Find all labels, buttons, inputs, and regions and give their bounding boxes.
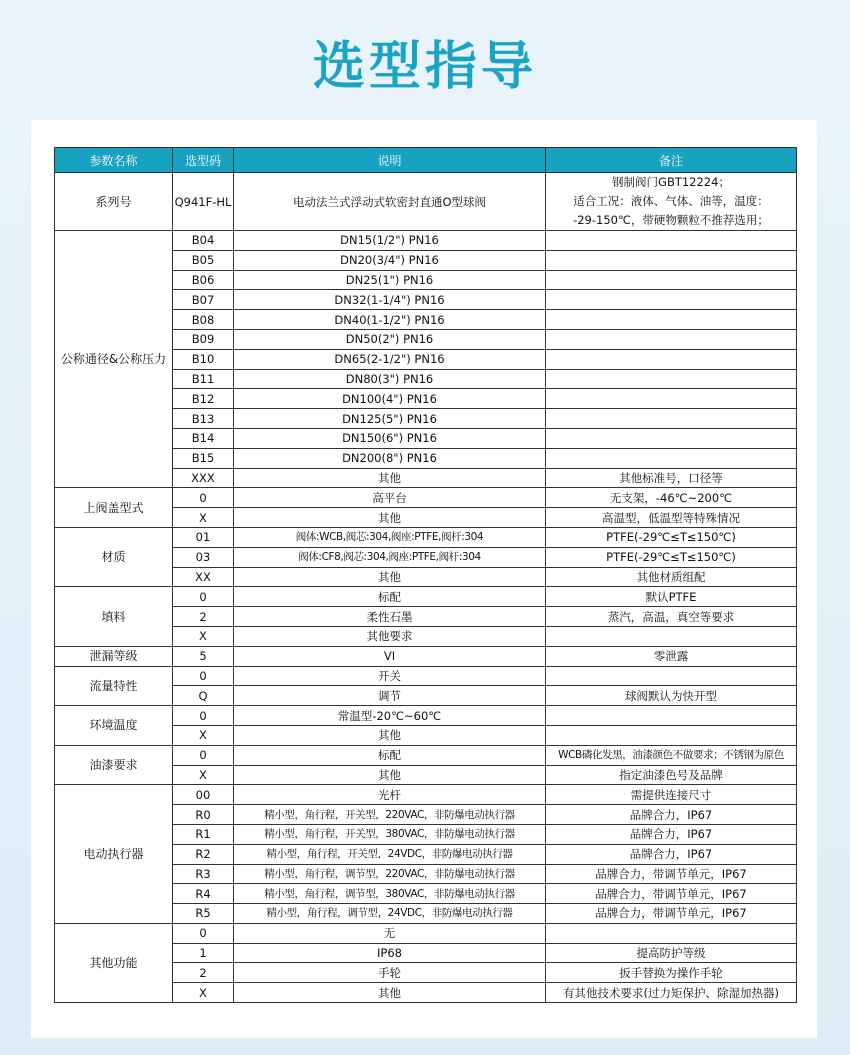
code-cell: X: [173, 508, 234, 528]
note-cell: 扳手替换为操作手轮: [546, 963, 797, 983]
note-cell: [546, 173, 797, 231]
description-cell: 其他: [234, 983, 546, 1003]
table-body: [55, 173, 797, 1003]
code-cell: 01: [173, 527, 234, 547]
code-cell: 2: [173, 607, 234, 627]
table-row: [55, 527, 797, 547]
note-cell: 无支架，-46℃~200℃: [546, 488, 797, 508]
description-cell: 光杆: [234, 785, 546, 805]
code-cell: B11: [173, 369, 234, 389]
description-cell: VI: [234, 646, 546, 666]
code-cell: R5: [173, 904, 234, 924]
note-cell: [546, 349, 797, 369]
description-cell: 标配: [234, 745, 546, 765]
description-cell: 调节: [234, 686, 546, 706]
code-cell: 0: [173, 666, 234, 686]
description-cell: 电动法兰式浮动式软密封直通O型球阀: [234, 173, 546, 231]
note-cell: 品牌合力，带调节单元，IP67: [546, 904, 797, 924]
code-cell: R2: [173, 844, 234, 864]
param-name-cell: 电动执行器: [55, 785, 173, 924]
description-cell: DN150(6") PN16: [234, 428, 546, 448]
note-cell: [546, 409, 797, 429]
code-cell: B04: [173, 231, 234, 251]
header-note: 备注: [546, 148, 797, 173]
param-name-cell: 填料: [55, 587, 173, 646]
code-cell: B12: [173, 389, 234, 409]
note-cell: 提高防护等级: [546, 943, 797, 963]
description-cell: 精小型，角行程，开关型，380VAC，非防爆电动执行器: [234, 824, 546, 844]
code-cell: R0: [173, 805, 234, 825]
code-cell: B05: [173, 250, 234, 270]
code-cell: R1: [173, 824, 234, 844]
code-cell: XX: [173, 567, 234, 587]
code-cell: 0: [173, 587, 234, 607]
description-cell: DN15(1/2") PN16: [234, 231, 546, 251]
selection-table: [54, 147, 797, 1003]
code-cell: X: [173, 983, 234, 1003]
description-cell: IP68: [234, 943, 546, 963]
code-cell: 03: [173, 547, 234, 567]
note-cell: [546, 310, 797, 330]
description-cell: DN65(2-1/2") PN16: [234, 349, 546, 369]
description-cell: 精小型，角行程，开关型，24VDC，非防爆电动执行器: [234, 844, 546, 864]
note-line: -29-150℃，带硬物颗粒不推荐选用；: [573, 213, 769, 227]
header-code: 选型码: [173, 148, 234, 173]
note-cell: WCB磷化发黑，油漆颜色不做要求；不锈钢为原色: [546, 745, 797, 765]
code-cell: Q: [173, 686, 234, 706]
param-name-cell: 环境温度: [55, 706, 173, 746]
code-cell: B15: [173, 448, 234, 468]
note-cell: [546, 231, 797, 251]
description-cell: DN20(3/4") PN16: [234, 250, 546, 270]
description-cell: 其他: [234, 508, 546, 528]
code-cell: B07: [173, 290, 234, 310]
note-cell: 品牌合力，IP67: [546, 805, 797, 825]
description-cell: DN200(8") PN16: [234, 448, 546, 468]
code-cell: 5: [173, 646, 234, 666]
description-cell: DN50(2") PN16: [234, 329, 546, 349]
description-cell: DN40(1-1/2") PN16: [234, 310, 546, 330]
description-cell: 开关: [234, 666, 546, 686]
note-cell: [546, 369, 797, 389]
description-cell: DN80(3") PN16: [234, 369, 546, 389]
note-cell: 品牌合力，带调节单元，IP67: [546, 864, 797, 884]
description-cell: 其他: [234, 468, 546, 488]
note-cell: [546, 626, 797, 646]
description-cell: 其他: [234, 765, 546, 785]
param-name-cell: 材质: [55, 527, 173, 586]
code-cell: Q941F-HL: [173, 173, 234, 231]
note-cell: 品牌合力，带调节单元，IP67: [546, 884, 797, 904]
code-cell: B06: [173, 270, 234, 290]
table-row: [55, 488, 797, 508]
note-cell: [546, 389, 797, 409]
note-cell: [546, 290, 797, 310]
note-cell: [546, 666, 797, 686]
code-cell: X: [173, 725, 234, 745]
code-cell: 0: [173, 923, 234, 943]
description-cell: 柔性石墨: [234, 607, 546, 627]
code-cell: B10: [173, 349, 234, 369]
note-line: 适合工况：液体、气体、油等，温度：: [573, 194, 769, 208]
description-cell: 标配: [234, 587, 546, 607]
code-cell: 1: [173, 943, 234, 963]
note-cell: 品牌合力，IP67: [546, 844, 797, 864]
description-cell: 精小型，角行程，调节型，24VDC，非防爆电动执行器: [234, 904, 546, 924]
param-name-cell: 油漆要求: [55, 745, 173, 785]
note-cell: [546, 923, 797, 943]
code-cell: 0: [173, 745, 234, 765]
code-cell: 0: [173, 706, 234, 726]
code-cell: XXX: [173, 468, 234, 488]
description-cell: 阀体:WCB,阀芯:304,阀座:PTFE,阀杆:304: [234, 527, 546, 547]
table-row: [55, 231, 797, 251]
table-row: [55, 706, 797, 726]
header-description: 说明: [234, 148, 546, 173]
code-cell: 0: [173, 488, 234, 508]
note-cell: 其他标准号，口径等: [546, 468, 797, 488]
description-cell: 精小型，角行程，调节型，220VAC，非防爆电动执行器: [234, 864, 546, 884]
note-cell: 其他材质组配: [546, 567, 797, 587]
code-cell: 00: [173, 785, 234, 805]
code-cell: R3: [173, 864, 234, 884]
header-param-name: 参数名称: [55, 148, 173, 173]
description-cell: 阀体:CF8,阀芯:304,阀座:PTFE,阀杆:304: [234, 547, 546, 567]
table-row: [55, 785, 797, 805]
description-cell: 其他: [234, 567, 546, 587]
description-cell: 精小型，角行程，调节型，380VAC，非防爆电动执行器: [234, 884, 546, 904]
code-cell: 2: [173, 963, 234, 983]
note-cell: [546, 329, 797, 349]
table-row: [55, 745, 797, 765]
table-row: [55, 646, 797, 666]
description-cell: DN32(1-1/4") PN16: [234, 290, 546, 310]
note-cell: 球阀默认为快开型: [546, 686, 797, 706]
description-cell: DN25(1") PN16: [234, 270, 546, 290]
note-cell: 有其他技术要求(过力矩保护、除湿加热器): [546, 983, 797, 1003]
note-cell: 默认PTFE: [546, 587, 797, 607]
description-cell: DN100(4") PN16: [234, 389, 546, 409]
code-cell: X: [173, 765, 234, 785]
note-line: 钢制阀门GBT12224；: [612, 175, 730, 189]
description-cell: 其他: [234, 725, 546, 745]
code-cell: B13: [173, 409, 234, 429]
table-header-row: [55, 148, 797, 173]
table-row: [55, 587, 797, 607]
param-name-cell: 流量特性: [55, 666, 173, 706]
param-name-cell: 公称通径&公称压力: [55, 231, 173, 488]
table-row: [55, 173, 797, 231]
code-cell: X: [173, 626, 234, 646]
note-cell: [546, 706, 797, 726]
code-cell: B14: [173, 428, 234, 448]
description-cell: 常温型-20℃~60℃: [234, 706, 546, 726]
note-cell: PTFE(-29℃≤T≤150℃): [546, 547, 797, 567]
note-cell: [546, 270, 797, 290]
note-cell: 品牌合力，IP67: [546, 824, 797, 844]
code-cell: B08: [173, 310, 234, 330]
note-cell: 指定油漆色号及品牌: [546, 765, 797, 785]
note-cell: [546, 725, 797, 745]
note-cell: PTFE(-29℃≤T≤150℃): [546, 527, 797, 547]
description-cell: 无: [234, 923, 546, 943]
param-name-cell: 其他功能: [55, 923, 173, 1002]
description-cell: 手轮: [234, 963, 546, 983]
description-cell: DN125(5") PN16: [234, 409, 546, 429]
description-cell: 其他要求: [234, 626, 546, 646]
note-cell: 蒸汽，高温，真空等要求: [546, 607, 797, 627]
description-cell: 精小型，角行程，开关型，220VAC，非防爆电动执行器: [234, 805, 546, 825]
note-cell: [546, 428, 797, 448]
note-cell: 零泄露: [546, 646, 797, 666]
code-cell: B09: [173, 329, 234, 349]
table-row: [55, 666, 797, 686]
note-cell: [546, 448, 797, 468]
param-name-cell: 泄漏等级: [55, 646, 173, 666]
note-cell: 需提供连接尺寸: [546, 785, 797, 805]
description-cell: 高平台: [234, 488, 546, 508]
param-name-cell: 上阀盖型式: [55, 488, 173, 528]
table-row: [55, 923, 797, 943]
page-title: 选型指导: [312, 37, 537, 97]
param-name-cell: 系列号: [55, 173, 173, 231]
note-cell: [546, 250, 797, 270]
code-cell: R4: [173, 884, 234, 904]
note-cell: 高温型，低温型等特殊情况: [546, 508, 797, 528]
